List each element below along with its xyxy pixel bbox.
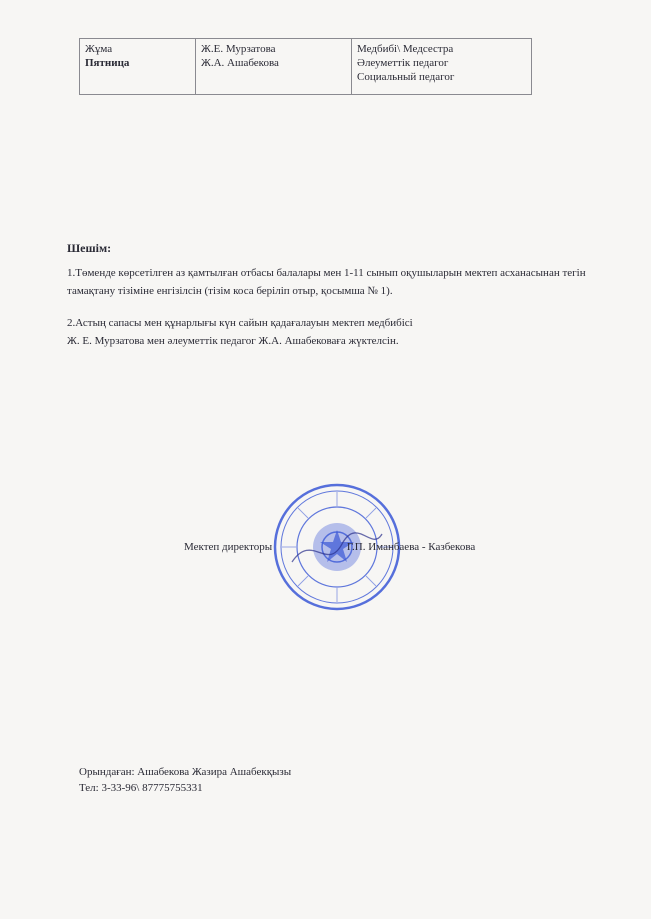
signature-line — [184, 541, 475, 553]
person-1: Ж.Е. Мурзатова — [201, 43, 276, 55]
person-2: Ж.А. Ашабекова — [201, 57, 279, 69]
people-cell — [196, 39, 352, 95]
decision-heading: Шешім: — [67, 241, 112, 255]
day-ru: Пятница — [85, 57, 130, 69]
role-2: Әлеуметтік педагог — [357, 57, 449, 69]
day-kz: Жұма — [85, 43, 113, 55]
decision-item-1: 1.Төменде көрсетілген аз қамтылған отбасы балалары мен 1-11 сынып оқушыларын мектеп асханасынан тегін тамақтану тізіміне енгізілсін (тізім коса беріліп отыр, қосымша № 1). — [67, 267, 586, 297]
table-row — [80, 39, 532, 95]
signature-label: Мектеп директоры — [184, 541, 273, 553]
schedule-table — [79, 38, 532, 95]
roles-cell — [352, 39, 532, 95]
decision-item-2-line-2: Ж. Е. Мурзатова мен әлеуметтік педагог Ж.А. Ашабековаға жүктелсін. — [67, 335, 399, 347]
role-3: Социальный педагог — [357, 71, 455, 83]
decision-item-2 — [67, 314, 587, 350]
executor-line: Орындаған: Ашабекова Жазира Ашабекқызы — [79, 766, 292, 778]
day-cell — [80, 39, 196, 95]
role-1: Медбибі\ Медсестра — [357, 43, 454, 55]
footer-block — [79, 764, 291, 796]
decision-item-2-line-1: 2.Астың сапасы мен құнарлығы күн сайын қадағалауын мектеп медбибісі — [67, 317, 413, 329]
signature-name: Г.П. Иманбаева - Казбекова — [346, 541, 476, 553]
phone-line: Тел: 3-33-96\ 87775755331 — [79, 782, 203, 794]
